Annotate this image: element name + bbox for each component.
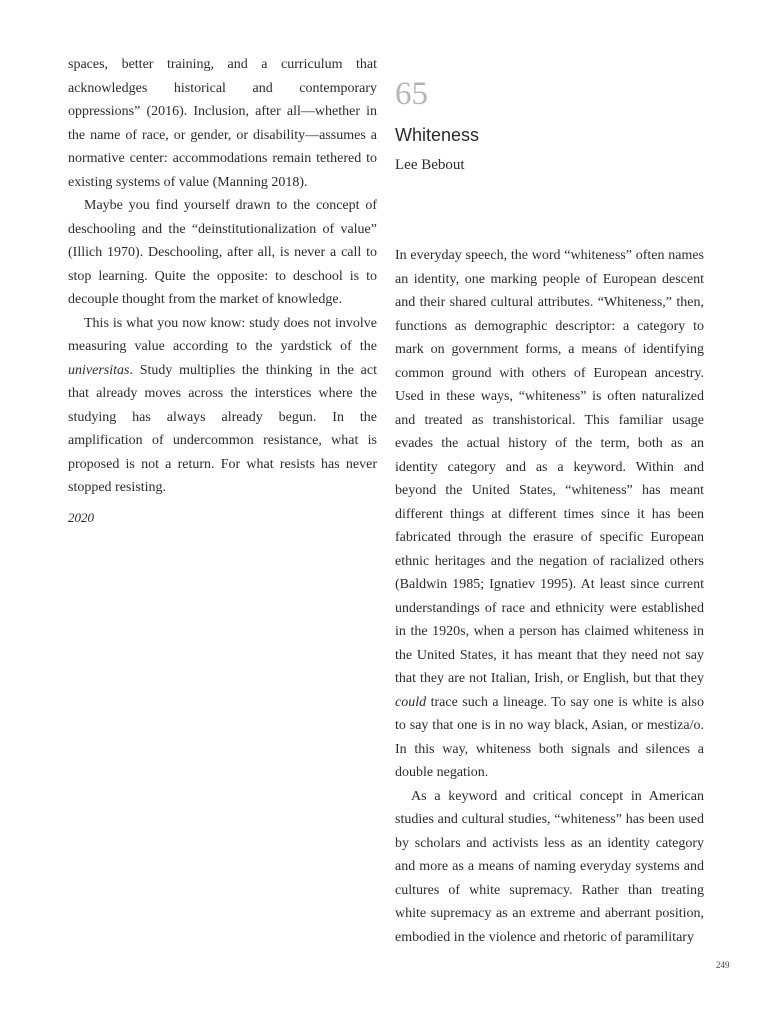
right-paragraph-2: As a keyword and critical concept in American studies and cultural studies, “whiteness” has been used by scholars and activists less as an identity category and more as a means of naming everyday systems and cultures of white supremacy. Rather than treating white supremacy as an extreme and aberrant position, embodied in the violence and rhetoric of paramilitary: [395, 788, 704, 945]
chapter-title: Whiteness: [395, 125, 480, 145]
left-paragraph-3-part-a: This is what you now know: study does not involve measuring value according to the yardstick of the: [68, 315, 377, 354]
essay-year: 2020: [68, 510, 94, 525]
left-paragraph-3-emphasis: universitas: [68, 362, 130, 378]
chapter-number: 65: [395, 76, 428, 112]
right-paragraph-1-part-a: In everyday speech, the word “whiteness” often names an identity, one marking people of European descent and their shared cultural attributes. “Whiteness,” then, functions as demographic descriptor: a category to mark on government forms, a means of identifying common ground with others of European ancestry. Used in these ways, “whiteness” is often naturalized and treated as transhistorical. This familiar usage evades the actual history of the term, both as an identity category and as a keyword. Within and beyond the United States, “whiteness” has meant different things at different times since it has been fabricated through the erasure of specific European ethnic heritages and the negation of racialized others (Baldwin 1985; Ignatiev 1995). At least since current understandings of race and ethnicity were established in the 1920s, when a person has claimed whiteness in the United States, it has meant that they need not say that they are not Italian, Irish, or English, but that they: [395, 248, 704, 686]
page-number: 249: [716, 960, 730, 970]
chapter-author: Lee Bebout: [395, 157, 465, 173]
right-paragraph-1-part-b: trace such a lineage. To say one is white is also to say that one is in no way black, Asian, or mestiza/o. In this way, whiteness both signals and silences a double negation.: [395, 694, 704, 780]
left-text-column: [68, 53, 377, 500]
left-paragraph-1: spaces, better training, and a curriculum that acknowledges historical and contemporary oppressions” (2016). Inclusion, after all—whether in the name of race, or gender, or disability—assumes a normative center: accommodations remain tethered to existing systems of value (Manning 2018).: [68, 57, 377, 190]
left-paragraph-3: [68, 312, 377, 500]
right-text-column: [395, 244, 704, 949]
left-paragraph-3-part-b: . Study multiplies the thinking in the act that already moves across the interstices where the studying has always already begun. In the amplification of undercommon resistance, what is proposed is not a return. For what resists has never stopped resisting.: [68, 362, 377, 495]
right-paragraph-1: [395, 244, 704, 785]
right-paragraph-1-emphasis: could: [395, 694, 427, 710]
left-paragraph-2: Maybe you find yourself drawn to the concept of deschooling and the “deinstitutionalization of value” (Illich 1970). Deschooling, after all, is never a call to stop learning. Quite the opposite: to deschool is to decouple thought from the market of knowledge.: [68, 198, 377, 307]
